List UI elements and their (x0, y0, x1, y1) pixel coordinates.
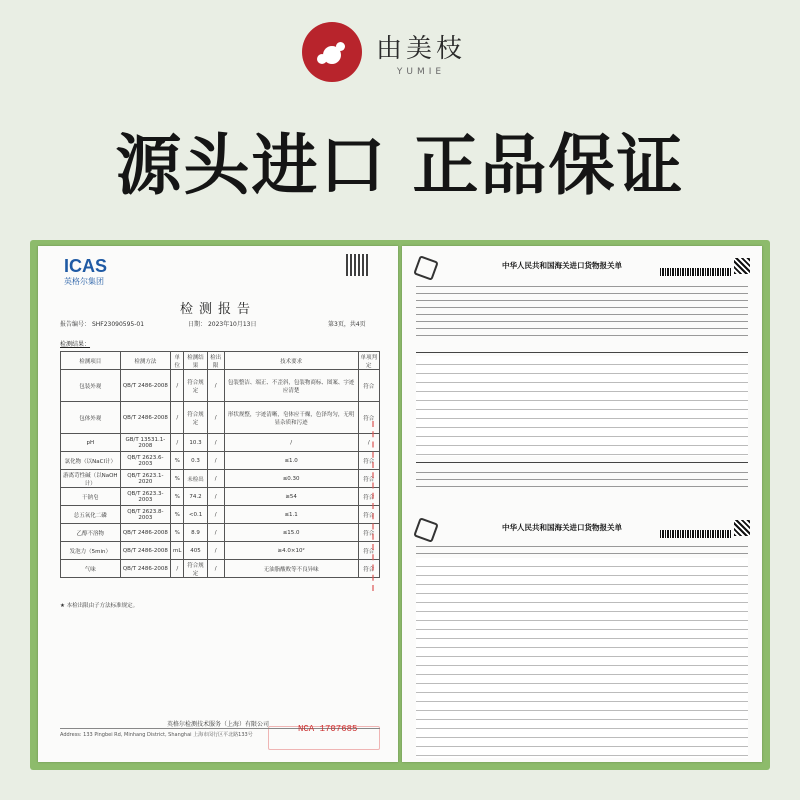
table-cell: QB/T 2486-2008 (120, 542, 170, 560)
seam-stamp-right (402, 478, 406, 518)
table-cell: / (171, 560, 184, 578)
header-fields (416, 540, 748, 554)
brand-name-cn: 由美枝 (376, 33, 467, 64)
table-row (61, 402, 380, 434)
table-cell: % (171, 470, 184, 488)
table-cell: 气味 (61, 560, 121, 578)
table-cell: 游离苛性碱（以NaOH计） (61, 470, 121, 488)
table-row (61, 470, 380, 488)
customs-emblem-icon (413, 517, 439, 543)
customs-title-2: 中华人民共和国海关进口货物报关单 (502, 523, 622, 532)
barcode-icon (660, 530, 732, 538)
table-cell: / (171, 402, 184, 434)
table-cell: / (358, 434, 380, 452)
customs-declaration-1 (412, 252, 752, 510)
table-cell: ≤15.0 (224, 524, 358, 542)
table-note: ★ 本检出限由子方法标准规定。 (60, 603, 139, 609)
goods-rows (416, 558, 748, 758)
table-cell: / (171, 370, 184, 402)
column-header: 检测结果 (184, 352, 207, 370)
table-row (61, 370, 380, 402)
table-row (61, 488, 380, 506)
table-cell: / (207, 542, 224, 560)
report-page: 第3页，共4页 (328, 321, 366, 328)
customs-emblem-icon (413, 255, 439, 281)
report-no-value: SHF23090595-01 (91, 321, 145, 328)
table-cell: 符合 (358, 560, 380, 578)
qr-code-icon (734, 520, 750, 536)
table-cell: 符合规定 (184, 370, 207, 402)
table-cell: QB/T 2623.1-2020 (120, 470, 170, 488)
section-label: 检测结果： (60, 341, 91, 348)
table-cell: / (207, 402, 224, 434)
barcode-icon (660, 268, 732, 276)
table-cell: pH (61, 434, 121, 452)
table-cell: QB/T 2623.8-2003 (120, 506, 170, 524)
table-row (61, 560, 380, 578)
headline: 源头进口 正品保证 (115, 127, 685, 204)
table-cell: / (171, 434, 184, 452)
column-header: 技术要求 (224, 352, 358, 370)
table-cell: 符合 (358, 542, 380, 560)
report-date-label: 日期： (188, 321, 207, 328)
table-cell: 符合 (358, 506, 380, 524)
table-cell: 无油脂酸败等不良异味 (224, 560, 358, 578)
table-cell: ≥54 (224, 488, 358, 506)
table-cell: QB/T 2486-2008 (120, 524, 170, 542)
table-cell: QB/T 2623.3-2003 (120, 488, 170, 506)
table-cell: 405 (184, 542, 207, 560)
table-cell: QB/T 2623.6-2003 (120, 452, 170, 470)
table-cell: 74.2 (184, 488, 207, 506)
table-cell: / (207, 524, 224, 542)
table-cell: ≤1.0 (224, 452, 358, 470)
table-cell: QB/T 2486-2008 (120, 560, 170, 578)
footer-org: 英格尔检测技术服务（上海）有限公司 (166, 721, 269, 728)
report-date-value: 2023年10月13日 (207, 321, 257, 328)
footer-address: Address: 133 Pingbei Rd, Minhang District, Shanghai 上海市闵行区平北路133号 (60, 728, 380, 738)
table-cell: 符合 (358, 452, 380, 470)
report-no-label: 报告编号： (60, 321, 91, 328)
table-cell: % (171, 488, 184, 506)
table-row (61, 452, 380, 470)
results-table (60, 351, 380, 578)
customs-title-1: 中华人民共和国海关进口货物报关单 (502, 261, 622, 270)
table-cell: QB/T 2486-2008 (120, 370, 170, 402)
table-cell: 总五氧化二磷 (61, 506, 121, 524)
report-date (188, 319, 256, 328)
serial-number: NCA 1707685 (298, 724, 358, 734)
table-cell: ≤1.1 (224, 506, 358, 524)
goods-rows (416, 356, 748, 456)
table-cell: 符合规定 (184, 560, 207, 578)
table-cell: / (207, 560, 224, 578)
brand (302, 22, 466, 82)
table-cell: % (171, 524, 184, 542)
table-cell: 符合 (358, 488, 380, 506)
table-cell: % (171, 452, 184, 470)
table-cell: 干钠皂 (61, 488, 121, 506)
table-cell: ≥4.0×10² (224, 542, 358, 560)
table-row (61, 542, 380, 560)
table-cell: GB/T 13531.1-2008 (120, 434, 170, 452)
table-cell: 符合 (358, 370, 380, 402)
table-cell: 符合 (358, 402, 380, 434)
table-cell: 符合规定 (184, 402, 207, 434)
table-cell: / (224, 434, 358, 452)
table-row (61, 524, 380, 542)
qr-code-icon (734, 258, 750, 274)
signature-fields (416, 466, 748, 490)
table-cell: 乙醇不溶物 (61, 524, 121, 542)
qr-code-icon (346, 254, 368, 276)
table-cell: ≤0.30 (224, 470, 358, 488)
flower-logo-icon (302, 22, 362, 82)
report-no (60, 319, 144, 328)
table-cell: / (207, 434, 224, 452)
table-cell: / (207, 470, 224, 488)
table-cell: % (171, 506, 184, 524)
column-header: 单项判定 (358, 352, 380, 370)
table-cell: <0.1 (184, 506, 207, 524)
table-cell: 符合 (358, 524, 380, 542)
column-header: 检出限 (207, 352, 224, 370)
table-cell: QB/T 2486-2008 (120, 402, 170, 434)
seam-stamp (372, 421, 384, 591)
table-cell: / (207, 488, 224, 506)
table-cell: / (207, 370, 224, 402)
header-fields (416, 280, 748, 340)
column-header: 检测项目 (61, 352, 121, 370)
table-cell: 包装外观 (61, 370, 121, 402)
table-cell: 包体外观 (61, 402, 121, 434)
icas-logo: ICAS (64, 256, 108, 276)
column-header: 检测方法 (120, 352, 170, 370)
table-row (61, 506, 380, 524)
table-cell: 形状规整，字迹清晰，皂体应干燥，色泽均匀，无明显杂质和污迹 (224, 402, 358, 434)
report-title: 检测报告 (179, 302, 256, 317)
table-cell: 10.3 (184, 434, 207, 452)
table-cell: 8.9 (184, 524, 207, 542)
brand-name-en: YUMIE (396, 66, 446, 77)
table-cell: 包装整洁、端正、不歪斜，包装物商标、图案、字迹应清楚 (224, 370, 358, 402)
table-cell: 0.3 (184, 452, 207, 470)
table-cell: 符合 (358, 470, 380, 488)
table-cell: 氯化物（以NaCl计） (61, 452, 121, 470)
icas-subtitle: 英格尔集团 (64, 277, 104, 286)
table-cell: / (207, 506, 224, 524)
customs-declaration-page (402, 246, 762, 762)
table-cell: mL (171, 542, 184, 560)
table-header-row (61, 352, 380, 370)
column-header: 单位 (171, 352, 184, 370)
table-cell: 发泡力（5min） (61, 542, 121, 560)
customs-declaration-2 (412, 514, 752, 758)
test-report-page (38, 246, 398, 762)
table-cell: 未检出 (184, 470, 207, 488)
table-cell: / (207, 452, 224, 470)
table-row (61, 434, 380, 452)
